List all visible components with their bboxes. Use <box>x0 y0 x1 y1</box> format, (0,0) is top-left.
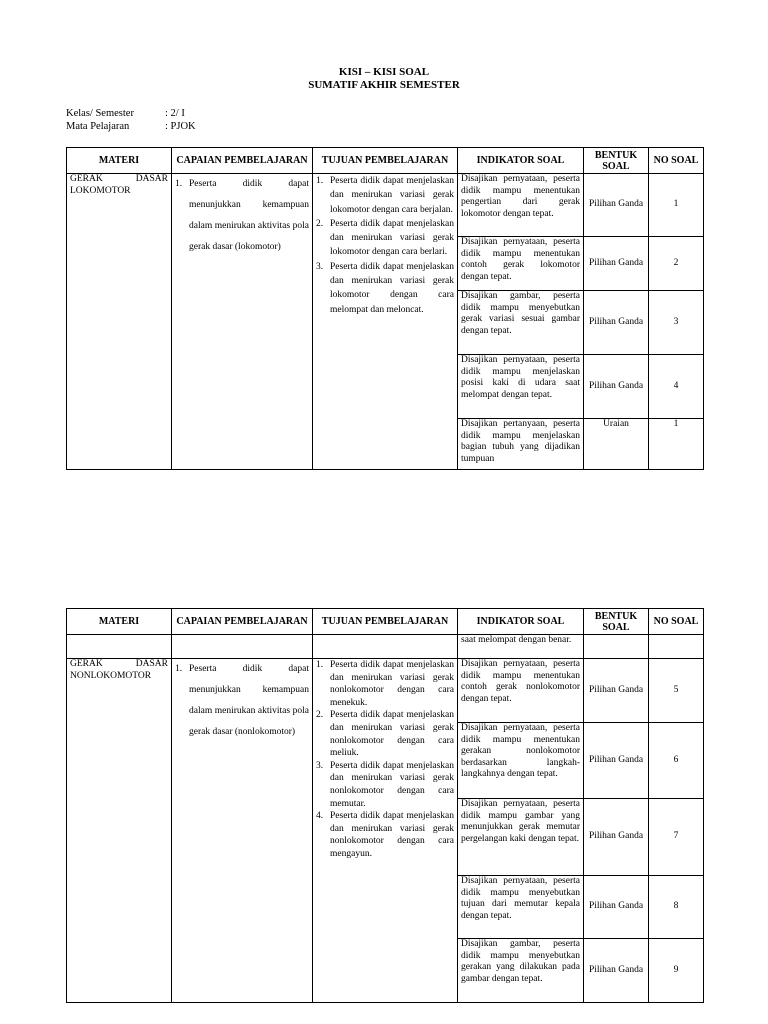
bentuk-cell: Pilihan Ganda <box>584 723 649 799</box>
bentuk-cell: Pilihan Ganda <box>584 237 649 291</box>
meta-mapel <box>66 120 196 133</box>
col-no: NO SOAL <box>649 609 704 635</box>
table-row <box>67 659 704 723</box>
doc-subtitle: SUMATIF AKHIR SEMESTER <box>308 79 460 91</box>
tujuan-item: Peserta didik dapat menjelaskan dan menirukan variasi gerak lokomotor dengan cara berlari. <box>330 218 454 258</box>
meta-kelas <box>66 107 185 120</box>
no-cell: 4 <box>649 355 704 419</box>
col-indikator: INDIKATOR SOAL <box>458 148 584 174</box>
indikator-cell: Disajikan pernyataan, peserta didik mampu menjelaskan posisi kaki di udara saat melompat dengan tepat. <box>458 355 584 419</box>
bentuk-cell: Pilihan Ganda <box>584 659 649 723</box>
doc-title: KISI – KISI SOAL <box>338 66 430 78</box>
indikator-cell: Disajikan pernyataan, peserta didik mampu menentukan gerakan nonlokomotor berdasarkan langkah-langkahnya dengan tepat. <box>458 723 584 799</box>
tujuan-item: Peserta didik dapat menjelaskan dan menirukan variasi gerak nonlokomotor dengan cara menekuk. <box>330 660 454 708</box>
col-indikator: INDIKATOR SOAL <box>458 609 584 635</box>
tujuan-cell: 1. Peserta didik dapat menjelaskan dan menirukan variasi gerak nonlokomotor dengan cara menekuk. 2. Peserta didik dapat menjelaskan dan menirukan variasi gerak nonlokomotor dengan cara meliuk. 3. Peserta didik dapat menjelaskan dan menirukan variasi gerak nonlokomotor dengan cara memutar. 4. Peserta didik dapat menjelaskan dan menirukan variasi gerak nonlokomotor dengan cara mengayun. <box>313 659 458 1003</box>
indikator-cell: Disajikan pernyataan, peserta didik mampu menentukan contoh gerak nonlokomotor dengan tepat. <box>458 659 584 723</box>
col-capaian: CAPAIAN PEMBELAJARAN <box>172 148 313 174</box>
empty-cell <box>584 635 649 659</box>
tujuan-item: Peserta didik dapat menjelaskan dan menirukan variasi gerak nonlokomotor dengan cara meliuk. <box>330 710 454 759</box>
indikator-cell: Disajikan pernyataan, peserta didik mampu menentukan contoh gerak lokomotor dengan tepat. <box>458 237 584 291</box>
mapel-value: : PJOK <box>165 121 196 132</box>
capaian-cell: 1. Peserta didik dapat menunjukkan kemampuan dalam menirukan aktivitas pola gerak dasar (lokomotor) <box>172 174 313 470</box>
kisi-table-lokomotor <box>66 147 704 470</box>
indikator-cell: Disajikan pernyataan, peserta didik mampu menyebutkan tujuan dari memutar kepala dengan tepat. <box>458 876 584 939</box>
indikator-cell: Disajikan gambar, peserta didik mampu menyebutkan gerakan yang dilakukan pada gambar dengan tepat. <box>458 939 584 1003</box>
bentuk-cell: Pilihan Ganda <box>584 174 649 237</box>
tujuan-item: Peserta didik dapat menjelaskan dan menirukan variasi gerak nonlokomotor dengan cara memutar. <box>330 760 454 809</box>
no-cell: 6 <box>649 723 704 799</box>
indikator-cell: saat melompat dengan benar. <box>458 635 584 659</box>
col-tujuan: TUJUAN PEMBELAJARAN <box>313 609 458 635</box>
col-bentuk: BENTUK SOAL <box>584 609 649 635</box>
col-materi: MATERI <box>67 148 172 174</box>
indikator-cell: Disajikan gambar, peserta didik mampu menyebutkan gerak variasi sesuai gambar dengan tepat. <box>458 291 584 355</box>
indikator-cell: Disajikan pertanyaan, peserta didik mampu menjelaskan bagian tubuh yang dijadikan tumpuan <box>458 419 584 470</box>
empty-cell <box>313 635 458 659</box>
capaian-cell: 1. Peserta didik dapat menunjukkan kemampuan dalam menirukan aktivitas pola gerak dasar (nonlokomotor) <box>172 659 313 1003</box>
table-header-row <box>67 148 704 174</box>
col-no: NO SOAL <box>649 148 704 174</box>
kisi-table-nonlokomotor <box>66 608 704 1003</box>
table-row <box>67 174 704 237</box>
materi-cell: GERAK DASAR NONLOKOMOTOR <box>67 659 172 1003</box>
table-header-row <box>67 609 704 635</box>
col-bentuk: BENTUK SOAL <box>584 148 649 174</box>
empty-cell <box>67 635 172 659</box>
col-capaian: CAPAIAN PEMBELAJARAN <box>172 609 313 635</box>
col-materi: MATERI <box>67 609 172 635</box>
kelas-value: : 2/ I <box>165 108 185 119</box>
bentuk-cell: Pilihan Ganda <box>584 355 649 419</box>
no-cell: 5 <box>649 659 704 723</box>
capaian-text: Peserta didik dapat menunjukkan kemampuan dalam menirukan aktivitas pola gerak dasar (lokomotor) <box>189 179 309 252</box>
mapel-label: Mata Pelajaran <box>66 121 130 132</box>
bentuk-cell: Pilihan Ganda <box>584 799 649 876</box>
indikator-cell: Disajikan pernyataan, peserta didik mampu menentukan pengertian dari gerak lokomotor dengan tepat. <box>458 174 584 237</box>
tujuan-item: Peserta didik dapat menjelaskan dan menirukan variasi gerak lokomotor dengan cara berjalan. <box>330 176 454 215</box>
no-cell: 3 <box>649 291 704 355</box>
tujuan-cell: 1. Peserta didik dapat menjelaskan dan menirukan variasi gerak lokomotor dengan cara berjalan. 2. Peserta didik dapat menjelaskan dan menirukan variasi gerak lokomotor dengan cara berlari. 3. Peserta didik dapat menjelaskan dan menirukan variasi gerak lokomotor dengan cara melompat dan meloncat. <box>313 174 458 470</box>
no-cell: 1 <box>649 419 704 470</box>
no-cell: 7 <box>649 799 704 876</box>
empty-cell <box>172 635 313 659</box>
indikator-cell: Disajikan pernyataan, peserta didik mampu gambar yang menunjukkan gerak memutar pergelangan kaki dengan tepat. <box>458 799 584 876</box>
materi-cell: GERAK DASAR LOKOMOTOR <box>67 174 172 470</box>
empty-cell <box>649 635 704 659</box>
bentuk-cell: Pilihan Ganda <box>584 291 649 355</box>
no-cell: 9 <box>649 939 704 1003</box>
bentuk-cell: Uraian <box>584 419 649 470</box>
bentuk-cell: Pilihan Ganda <box>584 939 649 1003</box>
no-cell: 8 <box>649 876 704 939</box>
tujuan-item: Peserta didik dapat menjelaskan dan menirukan variasi gerak lokomotor dengan cara melompat dan meloncat. <box>330 261 454 315</box>
bentuk-cell: Pilihan Ganda <box>584 876 649 939</box>
no-cell: 1 <box>649 174 704 237</box>
table-row-continuation <box>67 635 704 659</box>
col-tujuan: TUJUAN PEMBELAJARAN <box>313 148 458 174</box>
capaian-text: Peserta didik dapat menunjukkan kemampuan dalam menirukan aktivitas pola gerak dasar (nonlokomotor) <box>189 664 309 737</box>
no-cell: 2 <box>649 237 704 291</box>
tujuan-item: Peserta didik dapat menjelaskan dan menirukan variasi gerak nonlokomotor dengan cara mengayun. <box>330 811 454 859</box>
kelas-label: Kelas/ Semester <box>66 108 134 119</box>
